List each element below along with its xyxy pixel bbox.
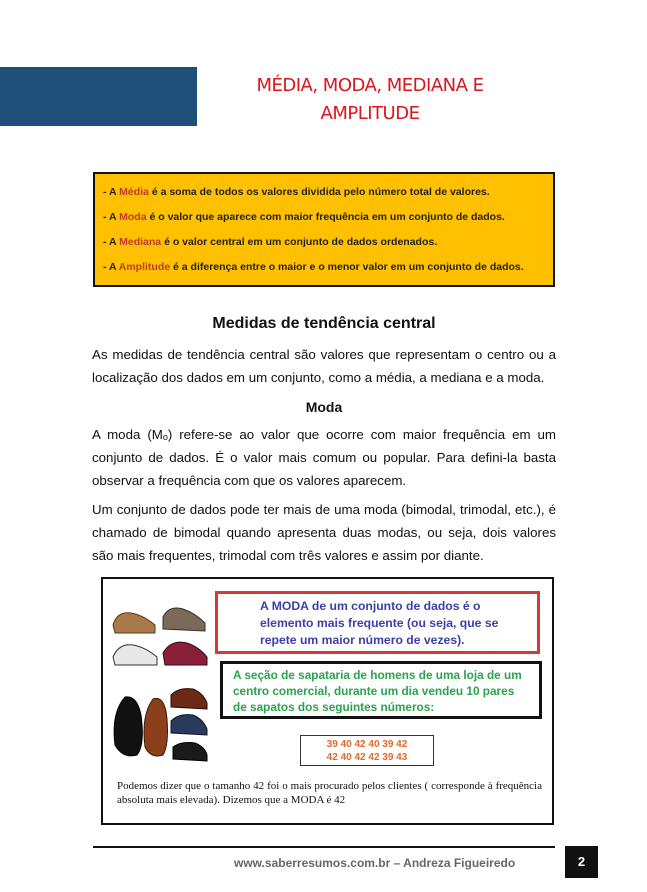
- shoe-sizes-row-2: 42 40 42 42 39 43: [326, 752, 408, 763]
- definition-text: é o valor central em um conjunto de dados ordenados.: [161, 236, 438, 248]
- shoe-sizes-row-1: 39 40 42 40 39 42: [326, 739, 408, 750]
- header-blue-band: [0, 67, 197, 126]
- page-title-line2: AMPLITUDE: [320, 103, 420, 124]
- page-title: [240, 72, 500, 128]
- moda-definition-box: A MODA de um conjunto de dados é o elemento mais frequente (ou seja, que se repete um maior número de vezes).: [215, 591, 540, 654]
- section-heading: Medidas de tendência central: [212, 315, 436, 332]
- definition-moda: [103, 205, 545, 230]
- definition-mediana: [103, 230, 545, 255]
- page-title-line1: MÉDIA, MODA, MEDIANA E: [256, 75, 484, 96]
- definition-term: Média: [119, 186, 149, 198]
- moda-conclusion: Podemos dizer que o tamanho 42 foi o mais procurado pelos clientes ( corresponde à frequência absoluta mais elevada). Dizemos que a MODA é 42: [117, 780, 542, 806]
- footer-website: www.saberresumos.com.br – Andreza Figueiredo: [234, 856, 516, 870]
- footer-divider: [93, 846, 555, 848]
- definition-term: Amplitude: [118, 261, 171, 273]
- definition-prefix: - A: [103, 236, 120, 248]
- definition-text: é o valor que aparece com maior frequência em um conjunto de dados.: [146, 211, 505, 223]
- definition-amplitude: [103, 255, 545, 280]
- moda-heading: Moda: [305, 399, 343, 415]
- definition-term: Moda: [119, 211, 147, 223]
- definition-text: é a diferença entre o maior e o menor valor em um conjunto de dados.: [170, 261, 524, 273]
- shoe-problem-box: A seção de sapataria de homens de uma loja de um centro comercial, durante um dia vendeu 10 pares de sapatos dos seguintes números:: [220, 661, 542, 719]
- definition-text: é a soma de todos os valores dividida pelo número total de valores.: [148, 186, 490, 198]
- definitions-box: [93, 172, 555, 287]
- definition-prefix: - A: [103, 211, 120, 223]
- definition-term: Mediana: [119, 236, 162, 248]
- page-number: 2: [565, 846, 598, 878]
- moda-example-figure: [101, 577, 554, 825]
- shoes-illustration: [109, 595, 209, 785]
- definition-prefix: - A: [103, 186, 120, 198]
- definition-prefix: - A: [103, 261, 119, 273]
- shoe-sizes-box: [300, 735, 434, 766]
- moda-paragraph-2: Um conjunto de dados pode ter mais de uma moda (bimodal, trimodal, etc.), é chamado de bimodal quando apresenta duas modas, ou seja, dois valores são mais frequentes, trimodal com três valores e assim por diante.: [92, 502, 556, 563]
- section-paragraph: As medidas de tendência central são valores que representam o centro ou a localização dos dados em um conjunto, como a média, a mediana e a moda.: [92, 347, 556, 385]
- definition-media: [103, 180, 545, 205]
- moda-paragraph-1: A moda (Mₒ) refere-se ao valor que ocorre com maior frequência em um conjunto de dados. É o valor mais comum ou popular. Para defini-la basta observar a frequência com que os valores aparecem.: [92, 427, 556, 488]
